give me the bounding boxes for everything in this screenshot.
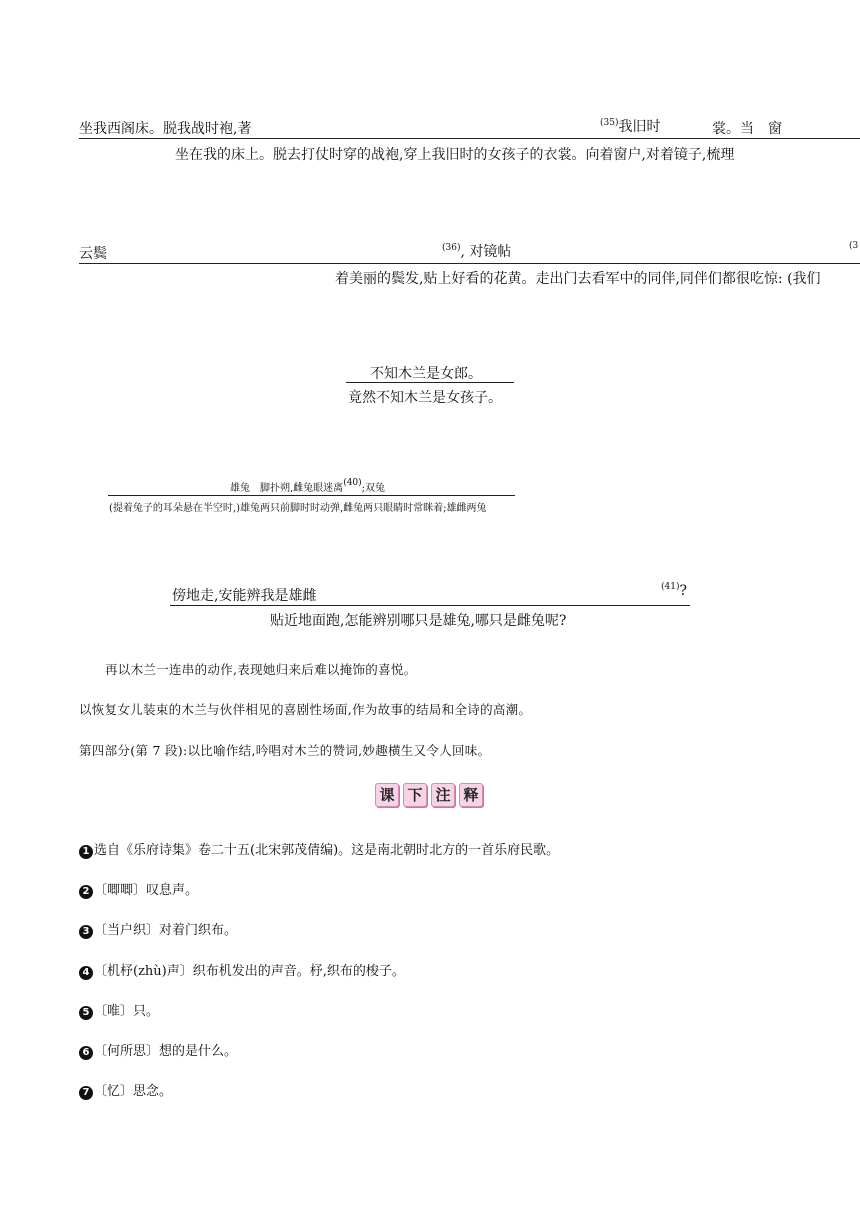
verse-rule <box>170 605 690 606</box>
verse-line-3: 不知木兰是女郎。 <box>370 366 482 382</box>
annotation-sup-41: (41) <box>661 582 680 592</box>
footnote-number-badge: 4 <box>79 966 93 980</box>
verse-line-2-left: 云鬓 <box>79 246 107 262</box>
footnote-number-badge: 2 <box>79 885 93 899</box>
footnote-6: 6 〔何所思〕想的是什么。 <box>79 1040 237 1060</box>
verse-rule <box>346 382 514 383</box>
translation-line-4: (提着兔子的耳朵悬在半空时,)雄兔两只前脚时时动弹,雌兔两只眼睛时常眯着;雄雌两兔 <box>109 503 487 514</box>
footnote-4: 4 〔机杼(zhù)声〕织布机发出的声音。杼,织布的梭子。 <box>79 960 405 980</box>
verse-line-1-mid: $^{(35)}$我旧时 <box>600 118 661 135</box>
translation-line-5: 贴近地面跑,怎能辨别哪只是雄兔,哪只是雌兔呢? <box>270 613 567 629</box>
annotation-sup-40: (40) <box>343 478 362 488</box>
verse-line-2-mid: $^{(36)}$, 对镜帖 <box>442 243 512 260</box>
verse-line-1-left: 坐我西阁床。脱我战时袍,著 <box>79 121 252 137</box>
verse-rule <box>79 138 860 139</box>
footnote-number-badge: 5 <box>79 1006 93 1020</box>
verse-line-5-end: $^{(41)}$? <box>661 582 687 599</box>
verse-line-1-right: 裳。当 窗 <box>712 121 782 137</box>
translation-line-3: 竟然不知木兰是女孩子。 <box>348 390 502 406</box>
analysis-paragraph-1: 再以木兰一连串的动作,表现她归来后难以掩饰的喜悦。 <box>105 662 417 677</box>
verse-line-4: 雄兔 脚扑朔,雌兔眼迷离$^{(40)}$;双兔 <box>230 478 386 494</box>
verse-rule <box>108 495 515 496</box>
title-char: 课 <box>375 783 399 807</box>
translation-line-1: 坐在我的床上。脱去打仗时穿的战袍,穿上我旧时的女孩子的衣裳。向着窗户,对着镜子,梳理 <box>175 147 735 163</box>
analysis-paragraph-3: 第四部分(第 7 段):以比喻作结,吟唱对木兰的赞词,妙趣横生又令人回味。 <box>79 743 491 758</box>
annotation-sup-36: (36) <box>442 243 461 253</box>
notes-section-title <box>375 783 483 807</box>
verse-line-2-edge: (3 <box>849 241 859 251</box>
annotation-sup-35: (35) <box>600 118 619 128</box>
analysis-paragraph-2: 以恢复女儿装束的木兰与伙伴相见的喜剧性场面,作为故事的结局和全诗的高潮。 <box>79 702 532 717</box>
footnote-3: 3 〔当户织〕对着门织布。 <box>79 919 237 939</box>
title-char: 释 <box>459 783 483 807</box>
footnote-1: 1 选自《乐府诗集》卷二十五(北宋郭茂倩编)。这是南北朝时北方的一首乐府民歌。 <box>79 839 559 859</box>
footnote-number-badge: 7 <box>79 1086 93 1100</box>
footnote-5: 5 〔唯〕只。 <box>79 1000 159 1020</box>
translation-line-2: 着美丽的鬓发,贴上好看的花黄。走出门去看军中的同伴,同伴们都很吃惊: (我们 <box>335 271 821 287</box>
verse-line-5: 傍地走,安能辨我是雄雌 <box>172 588 317 604</box>
footnote-number-badge: 6 <box>79 1046 93 1060</box>
footnote-2: 2 〔唧唧〕叹息声。 <box>79 879 198 899</box>
title-char: 下 <box>403 783 427 807</box>
footnote-number-badge: 1 <box>79 845 93 859</box>
footnote-7: 7 〔忆〕思念。 <box>79 1080 172 1100</box>
verse-rule <box>79 263 860 264</box>
title-char: 注 <box>431 783 455 807</box>
footnote-number-badge: 3 <box>79 925 93 939</box>
